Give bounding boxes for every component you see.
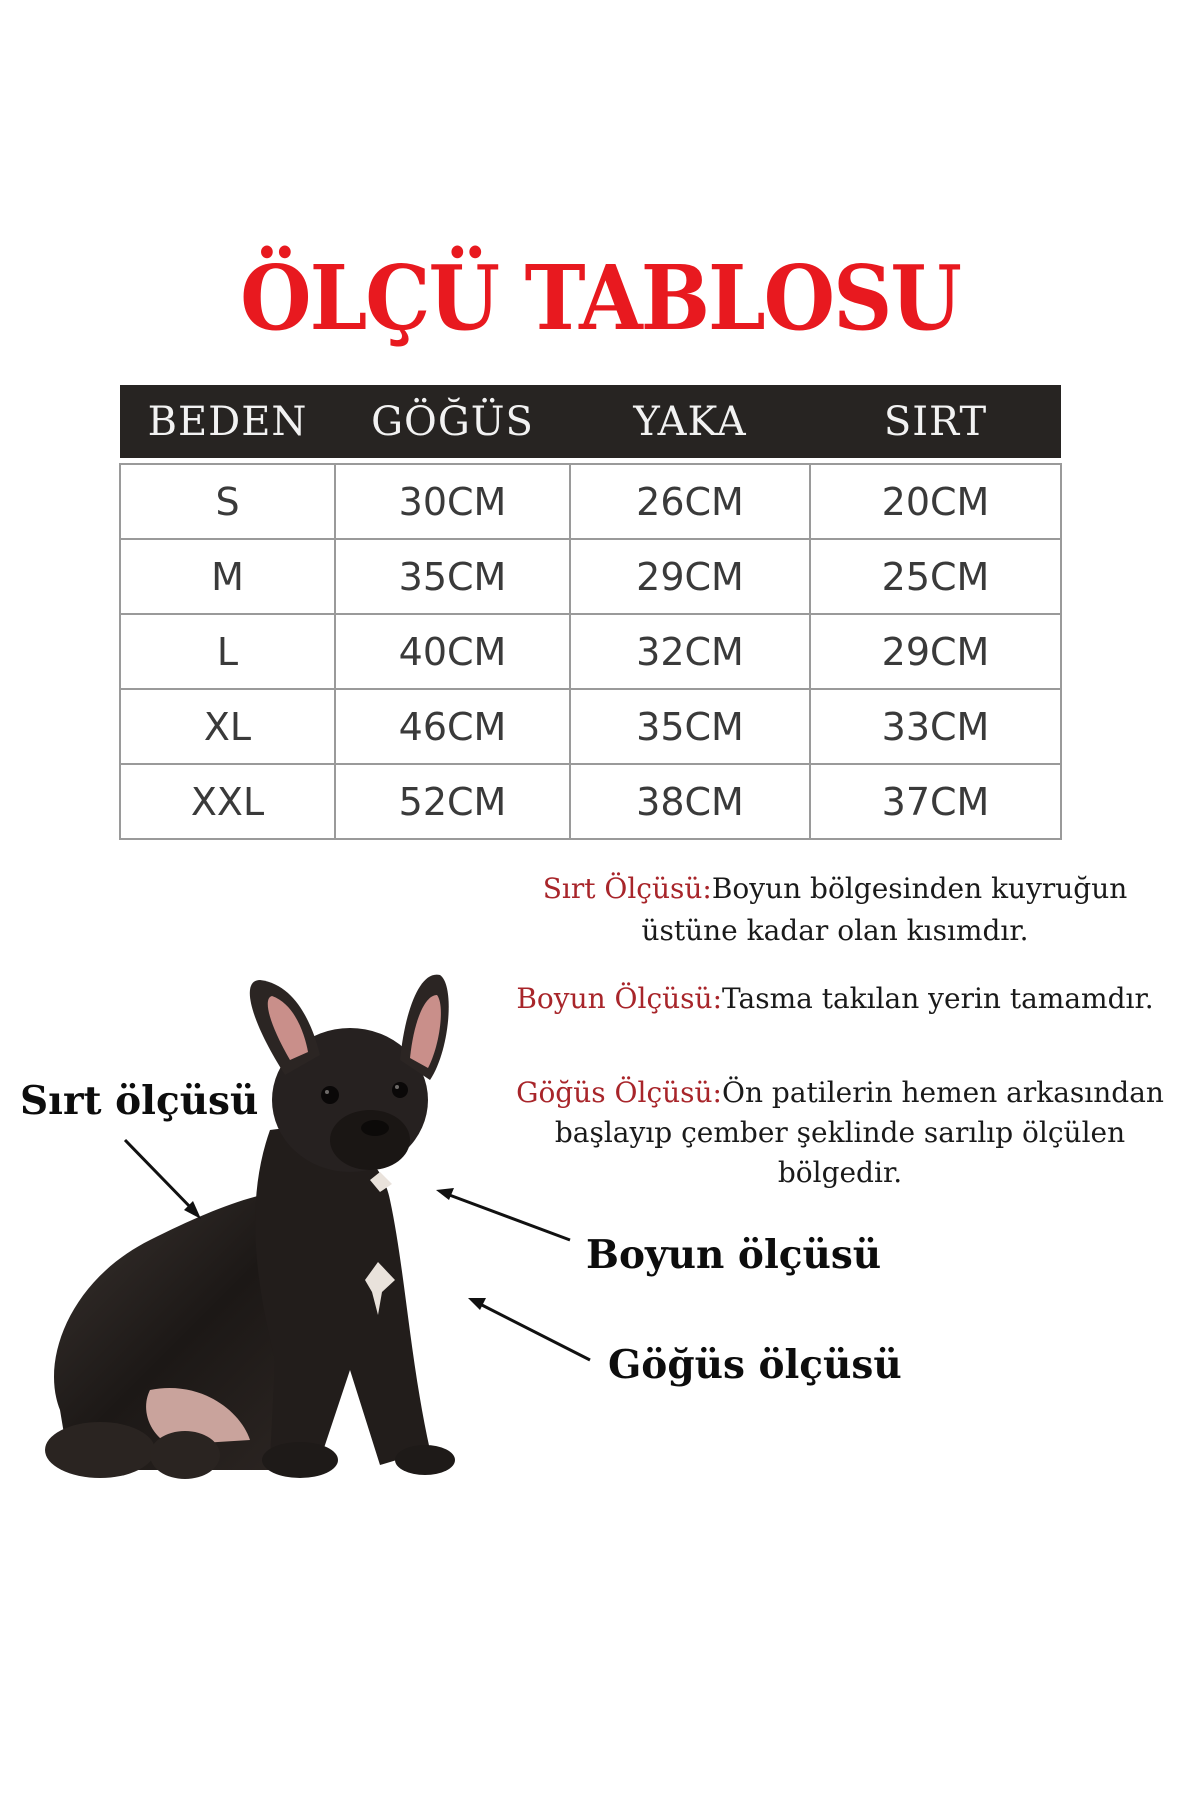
header-yaka: YAKA <box>570 385 810 458</box>
size-table <box>119 385 1062 840</box>
gogus-text-line3: bölgedir. <box>777 1156 903 1189</box>
table-row <box>120 464 1061 539</box>
table-cell: 20CM <box>810 464 1061 539</box>
table-cell: M <box>120 539 335 614</box>
table-cell: 40CM <box>335 614 570 689</box>
french-bulldog-illustration <box>0 940 500 1500</box>
sirt-term: Sırt Ölçüsü: <box>542 872 712 905</box>
gogus-text-line1: Ön patilerin hemen arkasından <box>722 1076 1164 1109</box>
table-header-row <box>120 385 1061 458</box>
table-cell: 29CM <box>570 539 810 614</box>
table-cell: L <box>120 614 335 689</box>
header-sirt: SIRT <box>810 385 1061 458</box>
table-cell: XL <box>120 689 335 764</box>
table-cell: 37CM <box>810 764 1061 839</box>
boyun-text: Tasma takılan yerin tamamdır. <box>722 982 1154 1015</box>
table-row <box>120 614 1061 689</box>
table-cell: 33CM <box>810 689 1061 764</box>
boyun-description <box>470 978 1200 1020</box>
table-cell: XXL <box>120 764 335 839</box>
table-cell: 29CM <box>810 614 1061 689</box>
gogus-text-line2: başlayıp çember şeklinde sarılıp ölçülen <box>554 1116 1126 1149</box>
header-beden: BEDEN <box>120 385 335 458</box>
gogus-callout: Göğüs ölçüsü <box>608 1342 902 1388</box>
sirt-text-line2: üstüne kadar olan kısımdır. <box>641 914 1029 947</box>
table-cell: 52CM <box>335 764 570 839</box>
table-cell: 46CM <box>335 689 570 764</box>
header-gogus: GÖĞÜS <box>335 385 570 458</box>
table-cell: 35CM <box>335 539 570 614</box>
boyun-callout: Boyun ölçüsü <box>586 1232 882 1278</box>
table-cell: 26CM <box>570 464 810 539</box>
table-row <box>120 764 1061 839</box>
table-cell: S <box>120 464 335 539</box>
sirt-callout: Sırt ölçüsü <box>20 1078 259 1124</box>
table-cell: 38CM <box>570 764 810 839</box>
gogus-term: Göğüs Ölçüsü: <box>516 1076 722 1109</box>
sirt-text-line1: Boyun bölgesinden kuyruğun <box>711 872 1128 905</box>
boyun-term: Boyun Ölçüsü: <box>516 982 723 1015</box>
table-cell: 35CM <box>570 689 810 764</box>
gogus-description <box>490 1073 1190 1193</box>
table-cell: 25CM <box>810 539 1061 614</box>
table-row <box>120 689 1061 764</box>
table-cell: 30CM <box>335 464 570 539</box>
table-row <box>120 539 1061 614</box>
table-cell: 32CM <box>570 614 810 689</box>
page-title: ÖLÇÜ TABLOSU <box>240 247 960 351</box>
sirt-description <box>490 868 1180 952</box>
